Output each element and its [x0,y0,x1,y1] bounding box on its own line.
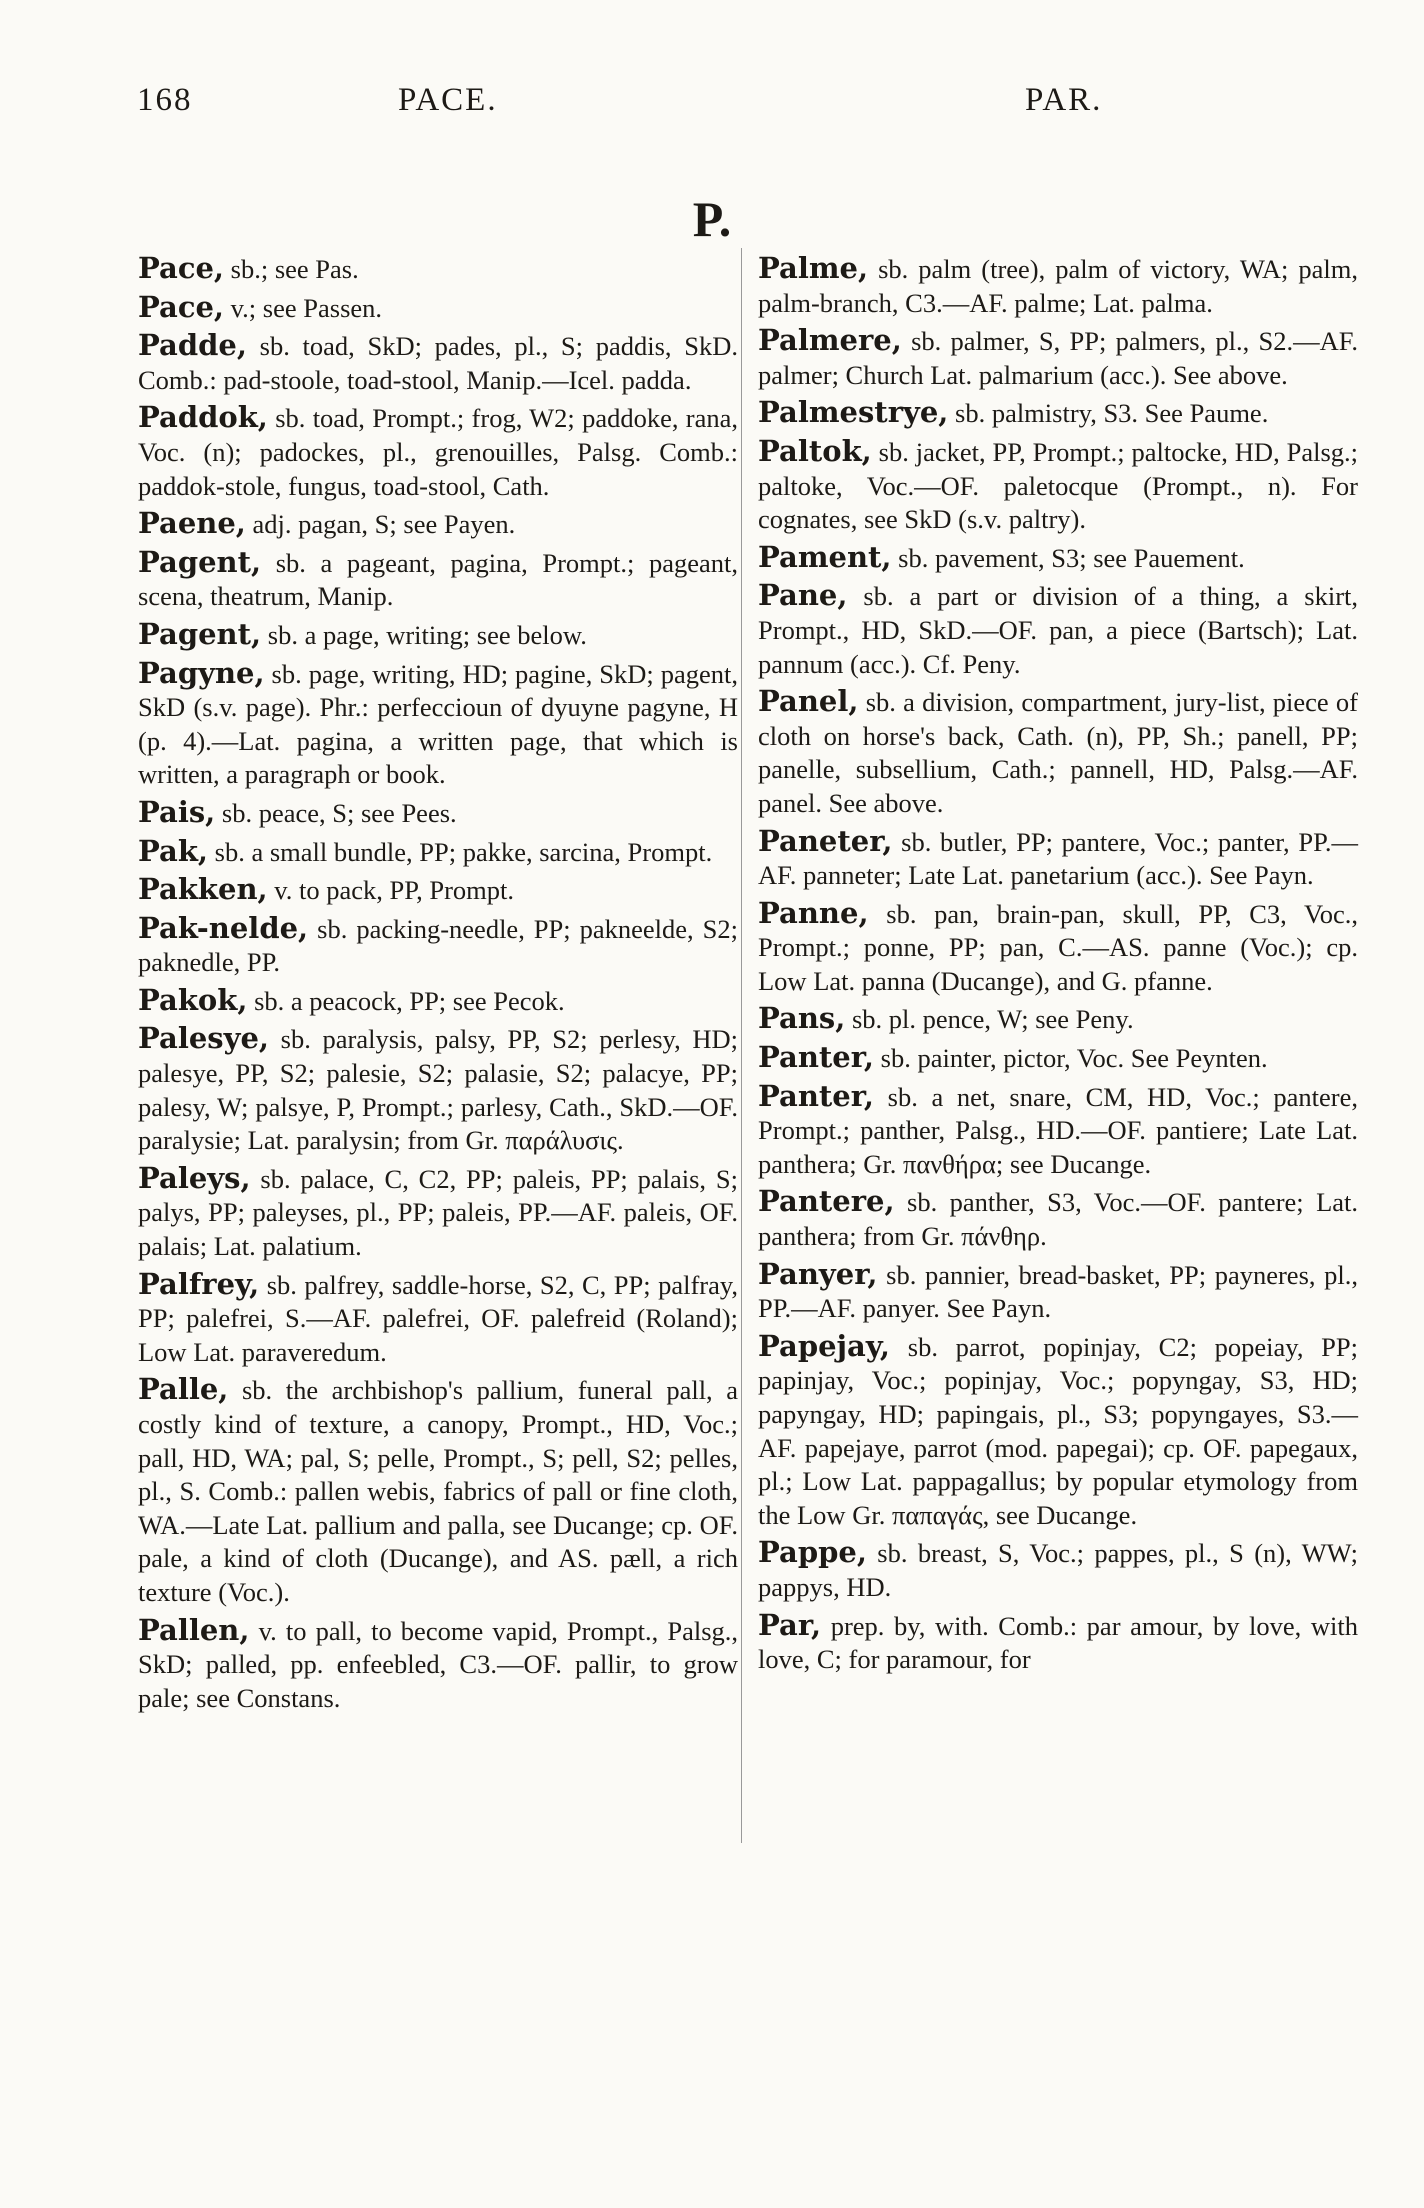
dictionary-entry [758,1185,1358,1253]
dictionary-entry [758,579,1358,681]
entry-definition: sb. toad, Prompt.; frog, W2; paddoke, rana, Voc. (n); padockes, pl., grenouilles, Palsg. Comb.: paddok-stole, fungus, toad-stool, Cath. [138,403,738,501]
right-column [758,252,1358,1681]
entry-headword: Pament, [758,539,892,574]
entry-headword: Paleys, [138,1160,251,1195]
dictionary-entry [138,291,738,326]
dictionary-entry [758,324,1358,392]
entry-headword: Pace, [138,289,225,324]
entry-headword: Paene, [138,506,246,541]
entry-headword: Pallen, [138,1612,250,1647]
dictionary-entry [758,1002,1358,1037]
dictionary-entry [138,546,738,614]
entry-headword: Palmestrye, [758,395,949,430]
dictionary-entry [138,912,738,980]
entry-headword: Pak-nelde, [138,910,309,945]
entry-headword: Panter, [758,1078,875,1113]
entry-headword: Pakken, [138,872,268,907]
entry-headword: Panter, [758,1040,875,1075]
entry-definition: sb. a net, snare, CM, HD, Voc.; pantere, Prompt.; panther, Palsg., HD.—OF. pantiere; Late Lat. panthera; Gr. πανθήρα; see Ducange. [758,1081,1359,1179]
entry-definition: sb. a part or division of a thing, a skirt, Prompt., HD, SkD.—OF. pan, a piece (Bartsch); Lat. pannum (acc.). Cf. Peny. [758,581,1359,679]
dictionary-entry [138,796,738,831]
dictionary-entry [138,401,738,503]
dictionary-entry [758,1080,1358,1182]
entry-definition: v.; see Passen. [230,292,383,323]
dictionary-entry [758,1536,1358,1604]
entry-definition: adj. pagan, S; see Payen. [252,509,516,540]
entry-definition: sb. page, writing, HD; pagine, SkD; pagent, SkD (s.v. page). Phr.: perfeccioun of dyuyne pagyne, H (p. 4).—Lat. pagina, a written page, that which is written, a paragraph or book. [138,658,738,790]
dictionary-entry [138,1614,738,1716]
entry-headword: Palmere, [758,323,902,358]
entry-headword: Paneter, [758,823,893,858]
entry-headword: Pantere, [758,1184,895,1219]
dictionary-entry [138,252,738,287]
entry-definition: sb. palace, C, C2, PP; paleis, PP; palais, S; palys, PP; paleyses, pl., PP; paleis, PP.—AF. paleis, OF. palais; Lat. palatium. [138,1163,738,1262]
entry-headword: Pappe, [758,1535,867,1570]
entry-headword: Papejay, [758,1328,891,1363]
entry-definition: sb. the archbishop's pallium, funeral pall, a costly kind of texture, a canopy, Prompt., HD, Voc.; pall, HD, WA; pal, S; pelle, Prompt., S; pell, S2; pelles, pl., S. Comb.: pallen webis, fabrics of pall or fine cloth, WA.—Late Lat. pallium and palla, see Ducange; cp. OF. pale, a kind of cloth (Ducange), and AS. pæll, a rich texture (Voc.). [138,1375,739,1607]
dictionary-entry [138,1268,738,1370]
dictionary-entry [758,685,1358,820]
entry-headword: Palesye, [138,1021,270,1056]
dictionary-entry [758,825,1358,893]
entry-definition: sb. parrot, popinjay, C2; popeiay, PP; papinjay, Voc.; popinjay, Voc.; popyngay, S3, HD; papyngay, HD; papingais, pl., S3; popyngayes, S3.—AF. papejaye, parrot (mod. papegai); cp. OF. papegaux, pl.; Low Lat. pappagallus; by popular etymology from the Low Gr. παπαγάς, see Ducange. [758,1331,1359,1530]
entry-headword: Pais, [138,794,216,829]
entry-definition: sb. paralysis, palsy, PP, S2; perlesy, HD; palesye, PP, S2; palesie, S2; palasie, S2; palacye, PP; palesy, W; palsye, P, Prompt.; parlesy, Cath., SkD.—OF. paralysie; Lat. paralysin; from Gr. παράλυσις. [138,1024,739,1156]
entry-definition: sb. palfrey, saddle-horse, S2, C, PP; palfray, PP; palefrei, S.—AF. palefrei, OF. palefreid (Roland); Low Lat. paraveredum. [138,1269,739,1367]
entry-headword: Par, [758,1607,822,1642]
entry-headword: Palfrey, [138,1266,260,1301]
entry-definition: v. to pack, PP, Prompt. [274,875,515,906]
entry-headword: Panyer, [758,1256,878,1291]
entry-definition: sb.; see Pas. [230,254,359,284]
entry-headword: Palme, [758,251,869,285]
entry-definition: sb. breast, S, Voc.; pappes, pl., S (n), WW; pappys, HD. [758,1538,1359,1602]
section-letter: P. [692,191,732,247]
entry-headword: Panel, [758,684,859,719]
dictionary-entry [758,435,1358,537]
dictionary-entry [758,396,1358,431]
entry-headword: Paddok, [138,400,268,435]
dictionary-entry [758,1609,1358,1677]
entry-definition: sb. palmistry, S3. See Paume. [955,398,1269,429]
entry-headword: Padde, [138,328,247,363]
entry-headword: Pagyne, [138,655,265,690]
dictionary-entry [138,618,738,653]
entry-definition: sb. pannier, bread-basket, PP; payneres, pl., PP.—AF. panyer. See Payn. [758,1259,1358,1324]
dictionary-entry [138,329,738,397]
dictionary-entry [138,873,738,908]
dictionary-entry [758,252,1358,320]
entry-definition: prep. by, with. Comb.: par amour, by love, with love, C; for paramour, for [758,1610,1359,1675]
dictionary-entry [758,1041,1358,1076]
entry-definition: sb. jacket, PP, Prompt.; paltocke, HD, Palsg.; paltoke, Voc.—OF. paletocque (Prompt., n). For cognates, see SkD (s.v. paltry). [758,436,1359,535]
entry-headword: Panne, [758,895,869,930]
running-head-left: PACE. [398,82,498,118]
entry-definition: sb. panther, S3, Voc.—OF. pantere; Lat. panthera; from Gr. πάνθηρ. [758,1187,1359,1252]
entry-definition: sb. a small bundle, PP; pakke, sarcina, Prompt. [214,836,713,867]
entry-headword: Paltok, [758,433,872,468]
entry-headword: Palle, [138,1372,229,1407]
entry-definition: sb. packing-needle, PP; pakneelde, S2; paknedle, PP. [138,913,739,978]
entry-headword: Pace, [138,251,225,285]
dictionary-entry [758,541,1358,576]
dictionary-entry [758,1330,1358,1533]
entry-headword: Pagent, [138,544,262,579]
running-head-right: PAR. [1025,82,1103,118]
column-divider [741,248,742,1843]
entry-definition: v. to pall, to become vapid, Prompt., Palsg., SkD; palled, pp. enfeebled, C3.—OF. pallir, to grow pale; see Constans. [138,1615,739,1713]
dictionary-entry [138,835,738,870]
dictionary-entry [138,657,738,792]
dictionary-entry [758,1258,1358,1326]
entry-definition: sb. pl. pence, W; see Peny. [851,1004,1134,1035]
dictionary-entry [138,507,738,542]
entry-headword: Pakok, [138,982,248,1017]
entry-headword: Pak, [138,833,209,868]
dictionary-entry [138,1373,738,1609]
entry-definition: sb. a peacock, PP; see Pecok. [254,985,565,1016]
entry-definition: sb. a pageant, pagina, Prompt.; pageant, scena, theatrum, Manip. [138,547,738,612]
left-column [138,252,738,1719]
entry-headword: Pagent, [138,616,262,651]
dictionary-entry [138,1022,738,1157]
entry-headword: Pane, [758,578,848,613]
entry-definition: sb. palmer, S, PP; palmers, pl., S2.—AF. palmer; Church Lat. palmarium (acc.). See above. [758,326,1358,390]
entry-definition: sb. palm (tree), palm of victory, WA; palm, palm-branch, C3.—AF. palme; Lat. palma. [758,254,1359,318]
page-number: 168 [137,82,193,118]
entry-definition: sb. toad, SkD; pades, pl., S; paddis, SkD. Comb.: pad-stoole, toad-stool, Manip.—Icel. padda. [138,331,739,395]
entry-headword: Pans, [758,1001,846,1036]
entry-definition: sb. a page, writing; see below. [267,619,587,650]
entry-definition: sb. pavement, S3; see Pauement. [898,542,1245,573]
dictionary-entry [138,1162,738,1264]
entry-definition: sb. peace, S; see Pees. [221,797,457,828]
dictionary-entry [138,984,738,1019]
entry-definition: sb. a division, compartment, jury-list, piece of cloth on horse's back, Cath. (n), PP, Sh.; panell, PP; panelle, subsellium, Cath.; pannell, HD, Palsg.—AF. panel. See above. [758,687,1359,818]
entry-definition: sb. pan, brain-pan, skull, PP, C3, Voc., Prompt.; ponne, PP; pan, C.—AS. panne (Voc.); cp. Low Lat. panna (Ducange), and G. pfanne. [758,898,1359,996]
dictionary-entry [758,897,1358,999]
entry-definition: sb. painter, pictor, Voc. See Peynten. [880,1043,1268,1074]
entry-definition: sb. butler, PP; pantere, Voc.; panter, PP.—AF. panneter; Late Lat. panetarium (acc.). See Payn. [758,826,1359,891]
